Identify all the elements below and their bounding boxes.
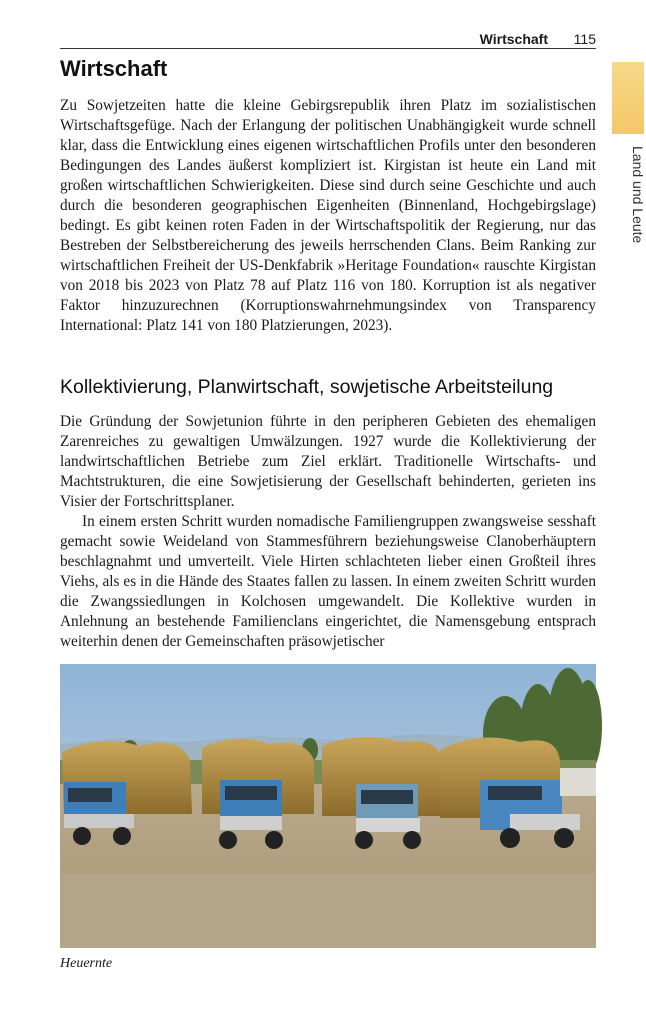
hay-harvest-photo bbox=[60, 664, 596, 948]
subsection-title: Kollektivierung, Planwirtschaft, sowjetische Arbeitsteilung bbox=[60, 376, 554, 398]
chapter-tab-label: Land und Leute bbox=[630, 146, 646, 244]
chapter-tab-label-box bbox=[612, 140, 644, 260]
paragraph-soviet-union: Die Gründung der Sowjetunion führte in den peripheren Gebieten des ehemaligen Zarenreiches zu gewaltigen Umwälzungen. 1927 wurde die Kollektivierung der landwirtschaftlichen Betriebe zum Ziel erklärt. Traditionelle Wirtschafts- und Machtstrukturen, die eine Sowjetisierung der Gesellschaft behinderten, gerieten ins Visier der Fortschrittsplaner. bbox=[60, 413, 596, 510]
page-number: 115 bbox=[573, 31, 596, 47]
paragraph-intro: Zu Sowjetzeiten hatte die kleine Gebirgsrepublik ihren Platz im sozialistischen Wirtschaftsgefüge. Nach der Erlangung der politischen Unabhängigkeit wurde schnell klar, dass die Entwicklung eines eigenen wirtschaftlichen Profils unter den besonderen Bedingungen des Landes äußerst kompliziert ist. Kirgistan ist heute ein Land mit großen wirtschaftlichen Schwierigkeiten. Diese sind durch seine Geschichte und auch durch die besonderen geographischen Eigenheiten (Binnenland, Hochgebirgslage) bedingt. Es gibt keinen roten Faden in der Wirtschaftspolitik der Regierung, nur das Bestreben der Selbstbereicherung des jeweils herrschenden Clans. Beim Ranking zur wirtschaftlichen Freiheit der US-Denkfabrik »Heritage Foundation« rauschte Kirgistan von 2018 bis 2023 von Platz 78 auf Platz 116 von 180. Korruption ist als negativer Faktor hinzuzurechnen (Korruptionswahrnehmungsindex von Transparency International: Platz 141 von 180 Platzierungen, 2023). bbox=[60, 97, 596, 334]
paragraph-collectivization: In einem ersten Schritt wurden nomadische Familiengruppen zwangsweise sesshaft gemacht sowie Weideland von Stammesführern beziehungsweise Clanoberhäuptern beschlagnahmt und umverteilt. Viele Hirten schlachteten lieber einen Großteil ihres Viehs, als es in die Hände des Staates fallen zu lassen. In einem zweiten Schritt wurden die Zwangssiedlungen in Kolchosen umgewandelt. Die Kollektive wurden in Anlehnung an bestehende Familienclans eingerichtet, die Namensgebung entsprach weiterhin denen der Gemeinschaften präsowjetischer bbox=[60, 513, 596, 650]
running-head-section: Wirtschaft bbox=[479, 31, 548, 47]
running-head bbox=[60, 30, 596, 49]
photo-caption: Heuernte bbox=[60, 956, 113, 971]
chapter-tab bbox=[612, 62, 644, 134]
section-title: Wirtschaft bbox=[60, 56, 168, 81]
